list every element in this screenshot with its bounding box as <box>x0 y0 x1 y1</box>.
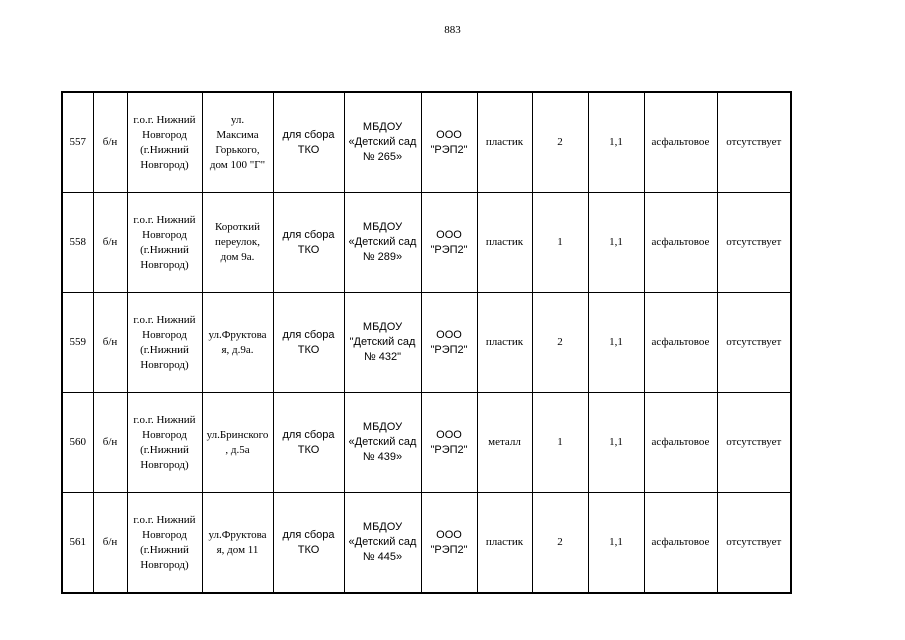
cell-bn: б/н <box>93 393 127 493</box>
cell-material: пластик <box>477 92 532 193</box>
cell-fence: отсутствует <box>717 92 791 193</box>
cell-address: ул.Фруктова я, дом 11 <box>202 493 273 594</box>
cell-material: пластик <box>477 293 532 393</box>
cell-count: 2 <box>532 92 588 193</box>
cell-address: ул. Максима Горького, дом 100 "Г" <box>202 92 273 193</box>
cell-surface: асфальтовое <box>644 193 717 293</box>
cell-locality: г.о.г. Нижний Новгород (г.Нижний Новгород) <box>127 493 202 594</box>
cell-operator: ООО "РЭП2" <box>421 493 477 594</box>
cell-locality: г.о.г. Нижний Новгород (г.Нижний Новгород) <box>127 293 202 393</box>
cell-fence: отсутствует <box>717 493 791 594</box>
cell-volume: 1,1 <box>588 293 644 393</box>
cell-address: ул.Бринского , д.5а <box>202 393 273 493</box>
cell-volume: 1,1 <box>588 193 644 293</box>
table-row <box>62 493 791 594</box>
cell-volume: 1,1 <box>588 92 644 193</box>
cell-number: 557 <box>62 92 93 193</box>
table-row <box>62 293 791 393</box>
cell-material: металл <box>477 393 532 493</box>
cell-operator: ООО "РЭП2" <box>421 393 477 493</box>
cell-purpose: для сбора ТКО <box>273 393 344 493</box>
cell-purpose: для сбора ТКО <box>273 92 344 193</box>
cell-purpose: для сбора ТКО <box>273 493 344 594</box>
cell-bn: б/н <box>93 193 127 293</box>
registry-table <box>61 91 792 594</box>
cell-number: 560 <box>62 393 93 493</box>
cell-bn: б/н <box>93 493 127 594</box>
page-number: 883 <box>444 24 461 36</box>
cell-surface: асфальтовое <box>644 293 717 393</box>
cell-fence: отсутствует <box>717 193 791 293</box>
cell-number: 561 <box>62 493 93 594</box>
cell-material: пластик <box>477 193 532 293</box>
table-row <box>62 193 791 293</box>
cell-purpose: для сбора ТКО <box>273 293 344 393</box>
cell-surface: асфальтовое <box>644 92 717 193</box>
cell-count: 1 <box>532 393 588 493</box>
cell-operator: ООО "РЭП2" <box>421 293 477 393</box>
cell-locality: г.о.г. Нижний Новгород (г.Нижний Новгород) <box>127 193 202 293</box>
cell-count: 2 <box>532 293 588 393</box>
cell-bn: б/н <box>93 293 127 393</box>
cell-fence: отсутствует <box>717 393 791 493</box>
table-row <box>62 92 791 193</box>
cell-address: ул.Фруктова я, д.9а. <box>202 293 273 393</box>
cell-surface: асфальтовое <box>644 493 717 594</box>
cell-material: пластик <box>477 493 532 594</box>
cell-locality: г.о.г. Нижний Новгород (г.Нижний Новгород) <box>127 92 202 193</box>
cell-address: Короткий переулок, дом 9а. <box>202 193 273 293</box>
cell-number: 559 <box>62 293 93 393</box>
cell-owner: МБДОУ «Детский сад № 265» <box>344 92 421 193</box>
cell-owner: МБДОУ «Детский сад № 439» <box>344 393 421 493</box>
cell-owner: МБДОУ «Детский сад № 289» <box>344 193 421 293</box>
cell-count: 1 <box>532 193 588 293</box>
cell-count: 2 <box>532 493 588 594</box>
cell-locality: г.о.г. Нижний Новгород (г.Нижний Новгород) <box>127 393 202 493</box>
cell-operator: ООО "РЭП2" <box>421 193 477 293</box>
cell-bn: б/н <box>93 92 127 193</box>
cell-fence: отсутствует <box>717 293 791 393</box>
cell-volume: 1,1 <box>588 393 644 493</box>
cell-number: 558 <box>62 193 93 293</box>
table-row <box>62 393 791 493</box>
cell-owner: МБДОУ "Детский сад № 432" <box>344 293 421 393</box>
cell-owner: МБДОУ «Детский сад № 445» <box>344 493 421 594</box>
cell-purpose: для сбора ТКО <box>273 193 344 293</box>
cell-surface: асфальтовое <box>644 393 717 493</box>
cell-volume: 1,1 <box>588 493 644 594</box>
cell-operator: ООО "РЭП2" <box>421 92 477 193</box>
